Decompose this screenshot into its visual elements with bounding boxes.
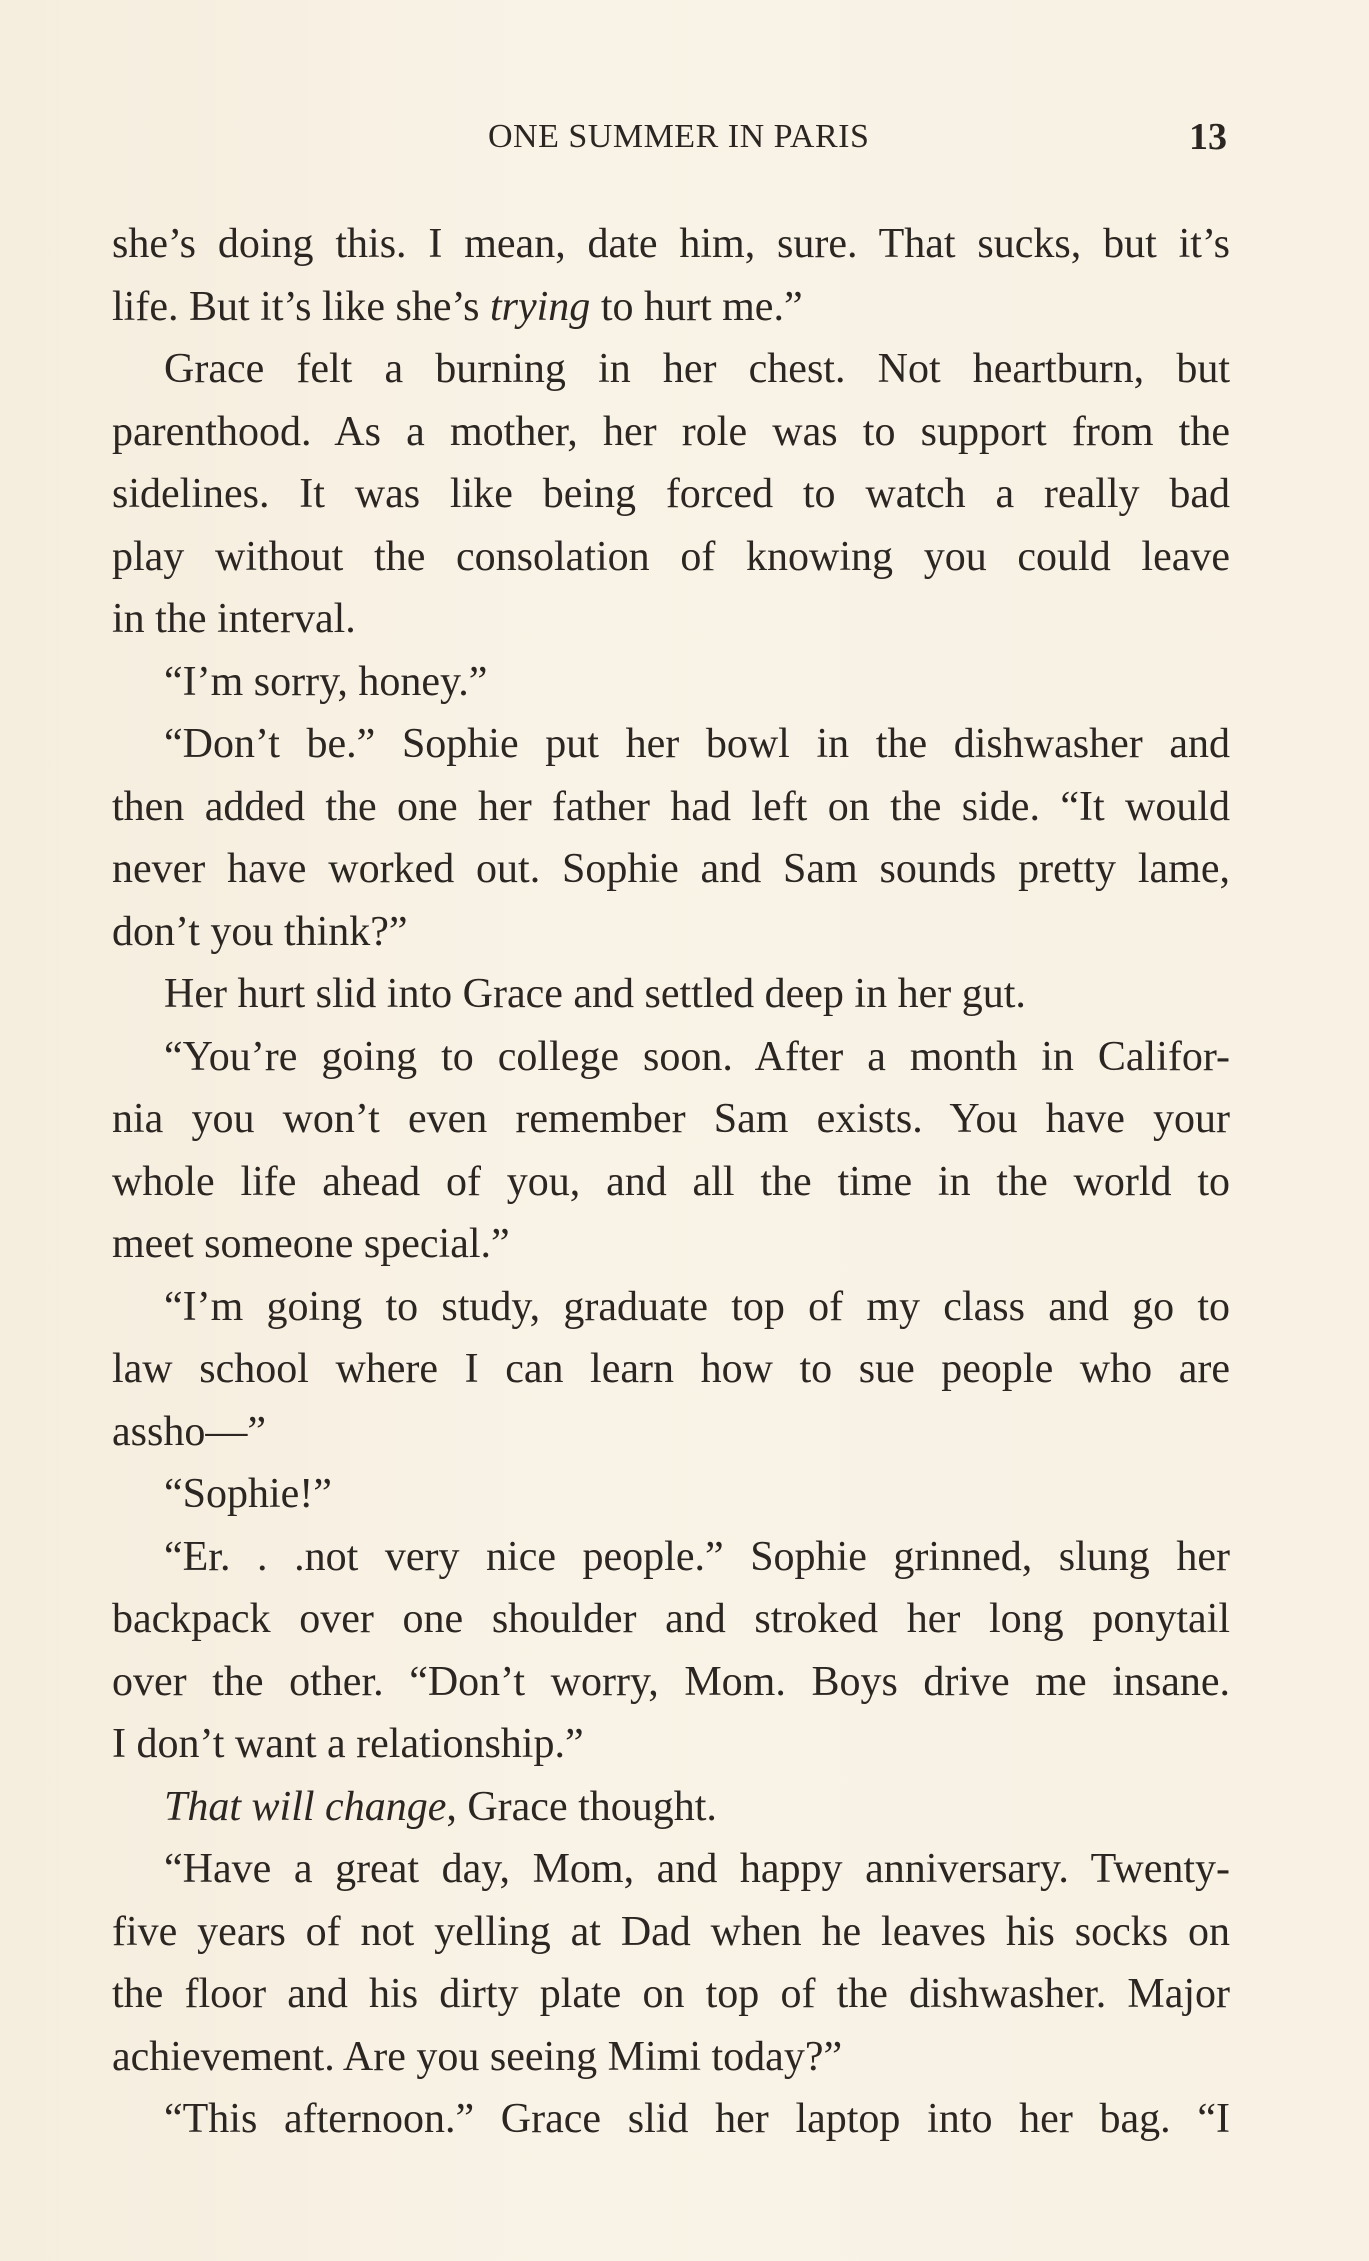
running-title: ONE SUMMER IN PARIS [488,118,870,155]
text-line: nia you won’t even remember Sam exists. You have your [112,1096,1230,1142]
text-line: in the interval. [112,596,356,642]
text-line: Her hurt slid into Grace and settled deep in her gut. [164,971,1026,1017]
text-line: meet someone special.” [112,1221,510,1267]
text-line: whole life ahead of you, and all the time in the world to [112,1158,1230,1205]
text-line [112,276,1230,339]
text-line: play without the consolation of knowing you could leave [112,533,1230,580]
text-line: then added the one her father had left on the side. “It would [112,783,1230,830]
text-line: assho—” [112,1408,266,1455]
text-line: law school where I can learn how to sue people who are [112,1346,1230,1392]
text-line: parenthood. As a mother, her role was to support from the [112,408,1230,455]
text-line: backpack over one shoulder and stroked her long ponytail [112,1596,1230,1642]
text-line: “Have a great day, Mom, and happy anniversary. Twenty- [164,1846,1230,1892]
text-line: “Don’t be.” Sophie put her bowl in the dishwasher and [164,721,1230,767]
text-line: “Sophie!” [164,1471,332,1517]
italic-emphasis: trying [489,283,591,330]
page-number: 13 [1189,116,1227,158]
text-line: “I’m going to study, graduate top of my class and go to [164,1283,1230,1330]
running-head [0,115,1369,159]
text-line: the floor and his dirty plate on top of the dishwasher. Major [112,1971,1230,2017]
text-line: “I’m sorry, honey.” [164,658,488,705]
text-line: “This afternoon.” Grace slid her laptop into her bag. “I [164,2096,1230,2142]
text-line: over the other. “Don’t worry, Mom. Boys drive me insane. [112,1658,1230,1705]
text-line: five years of not yelling at Dad when he leaves his socks on [112,1908,1230,1955]
body-text [112,213,1230,2151]
text-line-segment: life. But it’s like she’s [112,283,490,330]
text-line: I don’t want a relationship.” [112,1721,584,1767]
text-line: “Er. . .not very nice people.” Sophie grinned, slung her [164,1533,1230,1580]
text-line: “You’re going to college soon. After a month in Califor- [164,1033,1230,1080]
text-line: never have worked out. Sophie and Sam sounds pretty lame, [112,846,1230,892]
text-line-segment: to hurt me.” [590,283,803,330]
text-line [112,1776,1230,1839]
text-line: don’t you think?” [112,908,408,955]
text-line: Grace felt a burning in her chest. Not heartburn, but [164,346,1230,392]
text-line-segment: , Grace thought. [446,1783,717,1830]
italic-emphasis: That will change [164,1783,447,1830]
text-line: sidelines. It was like being forced to watch a really bad [112,471,1230,517]
text-line: achievement. Are you seeing Mimi today?” [112,2033,843,2080]
text-line: she’s doing this. I mean, date him, sure. That sucks, but it’s [112,221,1230,267]
